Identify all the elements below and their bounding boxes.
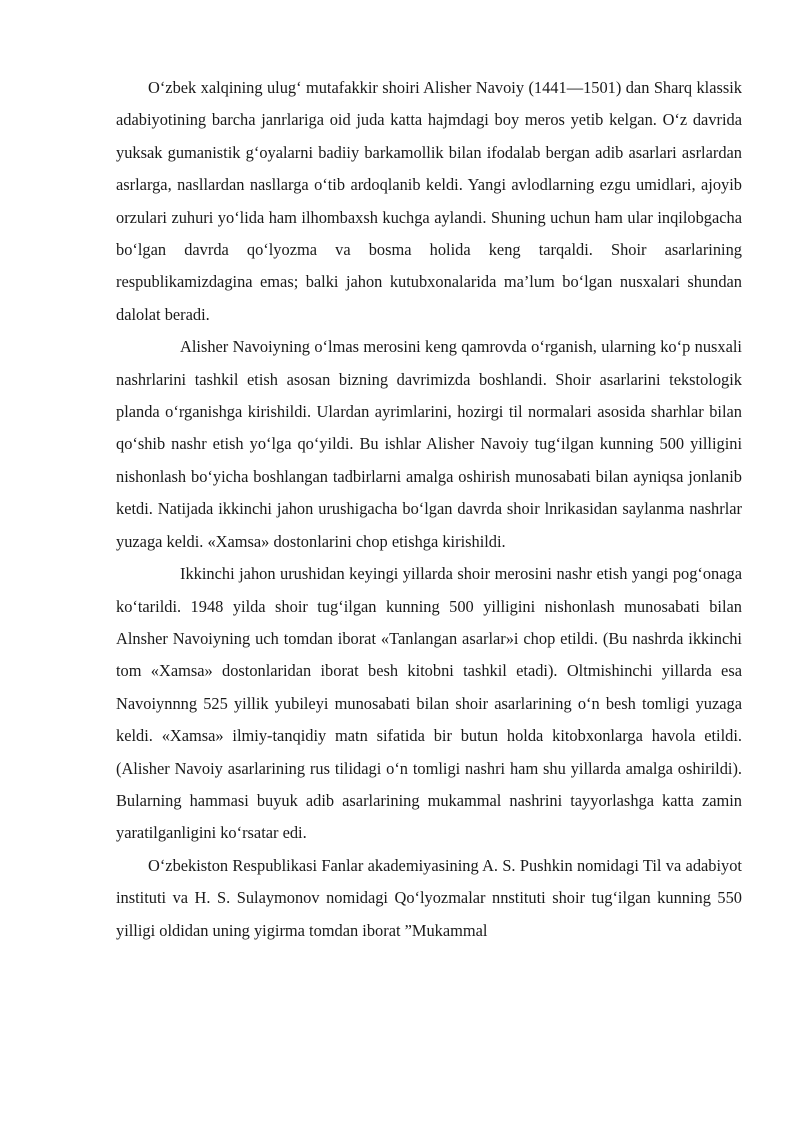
paragraph-4: O‘zbekiston Respublikasi Fanlar akademiyasining A. S. Pushkin nomidagi Til va adabiyot instituti va H. S. Sulaymonov nomidagi Qo‘lyozmalar nnstituti shoir tug‘ilgan kunning 550 yilligi oldidan uning yigirma tomdan iborat ”Mukammal [116,855,742,940]
document-page [116,72,742,947]
paragraph-1: O‘zbek xalqining ulug‘ mutafakkir shoiri Alisher Navoiy (1441—1501) dan Sharq klassik adabiyotining barcha janrlariga oid juda katta hajmdagi boy meros yetib kelgan. O‘z davrida yuksak gumanistik g‘oyalarni badiiy barkamollik bilan ifodalab bergan adib asarlari asrlardan asrlarga, nasllardan nasllarga o‘tib ardoqlanib keldi. Yangi avlodlarning ezgu umidlari, ajoyib orzulari zuhuri yo‘lida ham ilhombaxsh kuchga aylandi. Shuning uchun ham ular inqilobgacha bo‘lgan davrda qo‘lyozma va bosma holida keng tarqaldi. Shoir asarlarining respublikamizdagina emas; balki jahon kutubxonalarida ma’lum bo‘lgan nusxalari shundan dalolat beradi. [116,78,742,324]
paragraph-3: Ikkinchi jahon urushidan keyingi yillarda shoir merosini nashr etish yangi pog‘onaga ko‘tarildi. 1948 yilda shoir tug‘ilgan kunning 500 yilligini nishonlash munosabati bilan Alnsher Navoiyning uch tomdan iborat «Tanlangan asarlar»i chop etildi. (Bu nashrda ikkinchi tom «Xamsa» dostonlaridan iborat besh kitobni tashkil etadi). Oltmishinchi yillarda esa Navoiynnng 525 yillik yubileyi munosabati bilan shoir asarlarining o‘n besh tomligi yuzaga keldi. «Xamsa» ilmiy-tanqidiy matn sifatida bir butun holda kitobxonlarga havola etildi. (Alisher Navoiy asarlarining rus tilidagi o‘n tomligi nashri ham shu yillarda amalga oshirildi). Bularning hammasi buyuk adib asarlarining mukammal nashrini tayyorlashga katta zamin yaratilganligini ko‘rsatar edi. [116,564,742,843]
paragraph-2: Alisher Navoiyning o‘lmas merosini keng qamrovda o‘rganish, ularning ko‘p nusxali nashrlarini tashkil etish asosan bizning davrimizda boshlandi. Shoir asarlarini tekstologik planda o‘rganishga kirishildi. Ulardan ayrimlarini, hozirgi til normalari asosida sharhlar bilan qo‘shib nashr etish yo‘lga qo‘yildi. Bu ishlar Alisher Navoiy tug‘ilgan kunning 500 yilligini nishonlash bo‘yicha boshlangan tadbirlarni amalga oshirish munosabati bilan ayniqsa jonlanib ketdi. Natijada ikkinchi jahon urushigacha bo‘lgan davrda shoir lnrikasidan saylanma nashrlar yuzaga keldi. «Xamsa» dostonlarini chop etishga kirishildi. [116,337,742,551]
